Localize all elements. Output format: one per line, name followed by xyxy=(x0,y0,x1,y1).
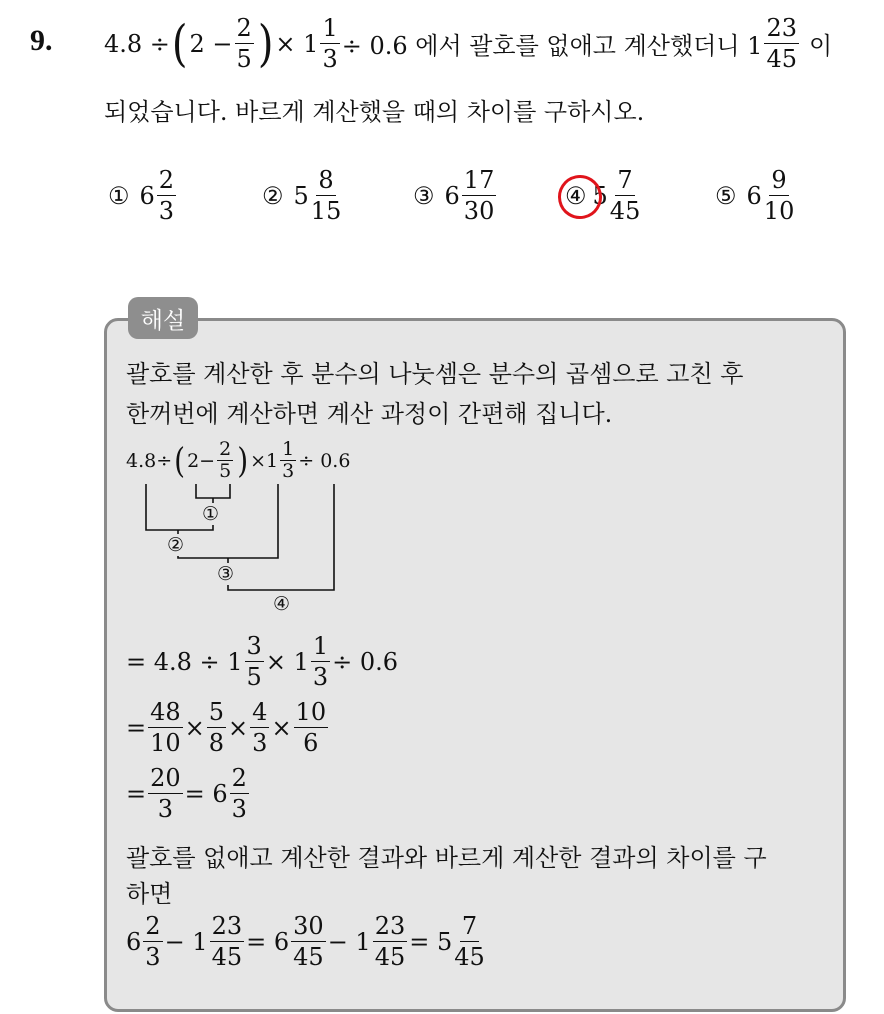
choice-4[interactable]: ④ 5 $\frac{7}{45}$ xyxy=(565,168,642,223)
order-step-4: ④ xyxy=(273,593,291,615)
equation-line-3: = $\frac{20}{3}$ = 6 $\frac{2}{3}$ xyxy=(126,764,247,823)
choice-5[interactable]: ⑤ 6 $\frac{9}{10}$ xyxy=(715,166,795,225)
equation-line-2: = $\frac{48}{10}$ × $\frac{5}{8}$ × $\frac{4}{3}$ × $\frac{10}{6}$ xyxy=(126,698,327,757)
explanation-paragraph-3: 괄호를 없애고 계산한 결과와 바르게 계산한 결과의 차이를 구 xyxy=(126,844,767,872)
fraction: $\frac{23}{45}$ xyxy=(766,14,797,73)
equation-line-1: = 4.8 ÷ 1 $\frac{3}{5}$ × 1 $\frac{1}{3}$ ÷ 0.6 xyxy=(126,632,399,691)
question-number: 9. xyxy=(30,24,53,57)
expr-part: ÷ 0.6 에서 괄호를 없애고 계산했더니 1 xyxy=(341,32,763,60)
open-paren: ( xyxy=(171,14,188,73)
order-step-3: ③ xyxy=(217,563,235,585)
expr-part: 이 xyxy=(808,32,833,60)
equation-line-4: 6 $\frac{2}{3}$ − 1 $\frac{23}{45}$ = 6 $\frac{30}{45}$ − 1 $\frac{23}{45}$ = 5 $\frac{7}{45}$ xyxy=(126,912,485,971)
order-step-1: ① xyxy=(202,503,220,525)
choice-3[interactable]: ③ 6 $\frac{17}{30}$ xyxy=(413,166,495,225)
explanation-paragraph-1: 괄호를 계산한 후 분수의 나눗셈은 분수의 곱셈으로 고친 후 xyxy=(126,360,744,388)
close-paren: ) xyxy=(257,14,274,73)
explanation-paragraph-4: 하면 xyxy=(126,880,173,908)
expr-part: 4.8 ÷ xyxy=(104,29,170,58)
order-step-2: ② xyxy=(167,534,185,556)
explanation-paragraph-2: 한꺼번에 계산하면 계산 과정이 간편해 집니다. xyxy=(126,400,613,428)
choice-2[interactable]: ② 5 $\frac{8}{15}$ xyxy=(262,166,342,225)
expr-part: × 1 xyxy=(275,29,319,58)
question-line-2: 되었습니다. 바르게 계산했을 때의 차이를 구하시오. xyxy=(104,98,645,126)
choice-1[interactable]: ① 6 $\frac{2}{3}$ xyxy=(108,166,175,225)
order-diagram-expression: 4.8÷ ( 2− $\frac{2}{5}$ ) ×1 $\frac{1}{3}$ ÷ 0.6 xyxy=(126,438,351,482)
fraction: $\frac{2}{5}$ xyxy=(236,14,252,73)
expr-part: 2 − xyxy=(189,29,233,58)
explanation-tag: 해설 xyxy=(128,297,198,339)
fraction: $\frac{1}{3}$ xyxy=(322,14,338,73)
